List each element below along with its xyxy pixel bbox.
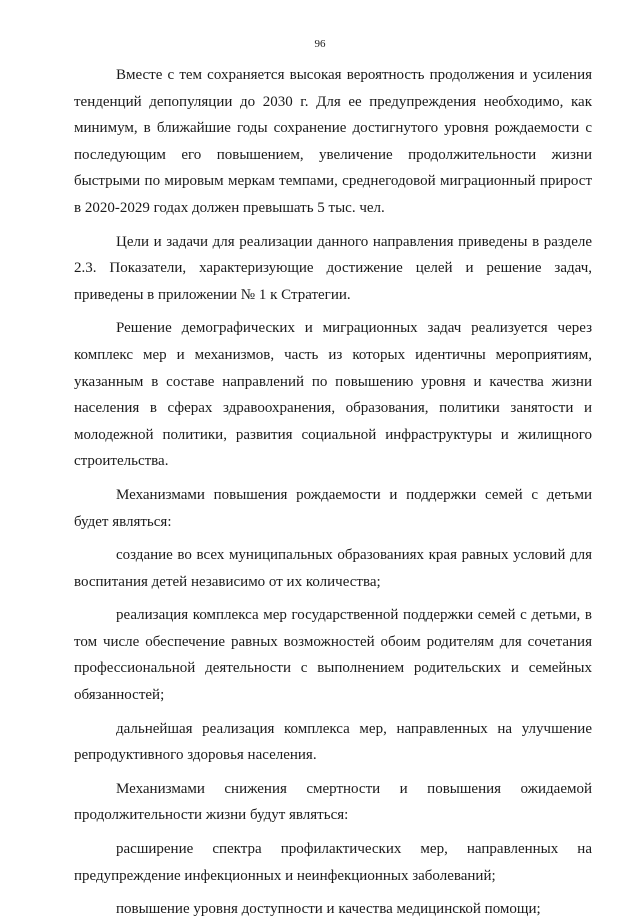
paragraph-4: Механизмами повышения рождаемости и поддержки семей с детьми будет являться: (74, 486, 592, 530)
paragraph-3: Решение демографических и миграционных задач реализуется через комплекс мер и механизмов, часть из которых идентичны мероприятиям, указанным в составе направлений по повышению уровня и качества жизни населения в сферах здравоохранения, образования, политики занятости и молодежной политики, развития социальной инфраструктуры и жилищного строительства. (74, 320, 592, 470)
paragraph-8: Механизмами снижения смертности и повышения ожидаемой продолжительности жизни будут являться: (74, 780, 592, 824)
page-number: 96 (314, 38, 326, 50)
paragraph-1: Вместе с тем сохраняется высокая вероятность продолжения и усиления тенденций депопуляции до 2030 г. Для ее предупреждения необходимо, как минимум, в ближайшие годы сохранение достигнутого уровня рождаемости с последующим его повышением, увеличение продолжительности жизни быстрыми по мировым меркам темпами, среднегодовой миграционный прирост в 2020-2029 годах должен превышать 5 тыс. чел. (74, 67, 592, 216)
paragraph-2: Цели и задачи для реализации данного направления приведены в разделе 2.3. Показатели, характеризующие достижение целей и решение задач, приведены в приложении № 1 к Стратегии. (74, 233, 592, 303)
document-body (74, 62, 592, 923)
paragraph-6: реализация комплекса мер государственной поддержки семей с детьми, в том числе обеспечение равных возможностей обоим родителям для сочетания профессиональной деятельности с выполнением родительских и семейных обязанностей; (74, 607, 592, 704)
paragraph-10: повышение уровня доступности и качества медицинской помощи; (116, 901, 541, 918)
paragraph-9: расширение спектра профилактических мер, направленных на предупреждение инфекционных и неинфекционных заболеваний; (74, 841, 592, 884)
paragraph-7: дальнейшая реализация комплекса мер, направленных на улучшение репродуктивного здоровья населения. (74, 720, 592, 764)
paragraph-5: создание во всех муниципальных образованиях края равных условий для воспитания детей независимо от их количества; (74, 547, 592, 590)
